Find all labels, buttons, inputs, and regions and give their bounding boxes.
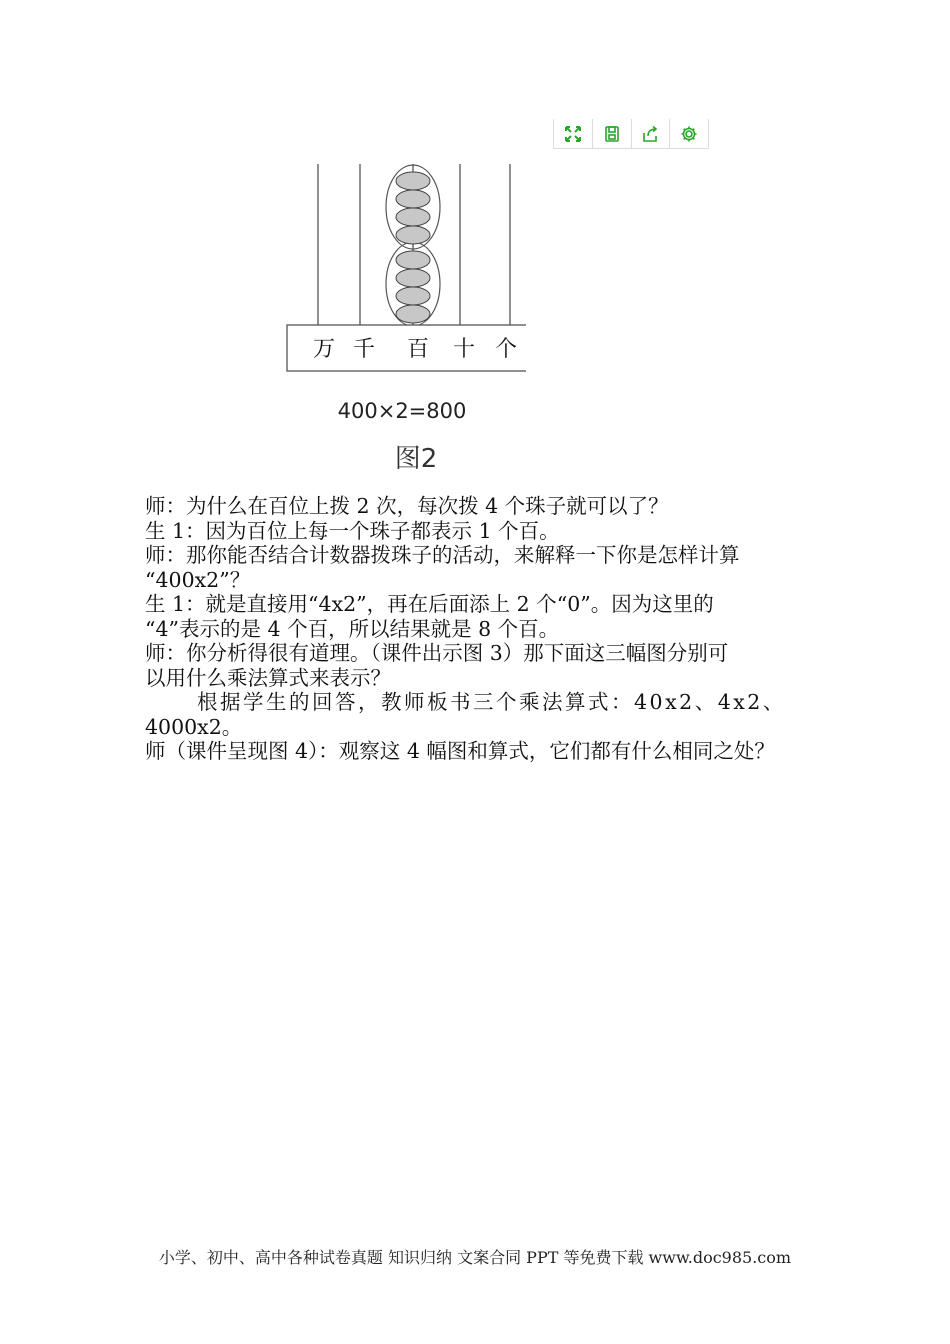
expand-button[interactable] xyxy=(554,119,593,148)
paragraph-line: “400x2”？ xyxy=(145,567,251,592)
paragraph-line: 生 1：因为百位上每一个珠子都表示 1 个百。 xyxy=(145,518,560,543)
paragraph-line: “4”表示的是 4 个百，所以结果就是 8 个百。 xyxy=(145,616,560,641)
bead xyxy=(396,172,430,190)
bead xyxy=(396,226,430,244)
settings-button[interactable] xyxy=(670,119,708,148)
bead xyxy=(396,269,430,287)
place-label-qian: 千 xyxy=(352,337,376,362)
paragraph-line: 师（课件呈现图 4）：观察这 4 幅图和算式，它们都有什么相同之处？ xyxy=(145,739,775,763)
lesson-text xyxy=(145,494,825,764)
paragraph-line: 生 1：就是直接用“4x2”，再在后面添上 2 个“0”。因为这里的 xyxy=(145,592,714,616)
counting-frame-figure xyxy=(286,150,526,480)
place-label-shi: 十 xyxy=(452,337,476,362)
share-button[interactable] xyxy=(632,119,671,148)
bead xyxy=(396,305,430,323)
page-footer: 小学、初中、高中各种试卷真题 知识归纳 文案合同 PPT 等免费下载 www.doc985.com xyxy=(158,1248,792,1267)
paragraph-line: 师：为什么在百位上拨 2 次，每次拨 4 个珠子就可以了？ xyxy=(145,494,669,518)
paragraph-line: 师：你分析得很有道理。（课件出示图 3）那下面这三幅图分别可 xyxy=(145,641,729,665)
bead xyxy=(396,190,430,208)
place-label-bai: 百 xyxy=(406,337,430,362)
bead xyxy=(396,208,430,226)
paragraph-line: 以用什么乘法算式来表示？ xyxy=(145,665,391,690)
save-icon xyxy=(603,125,621,143)
bead xyxy=(396,251,430,269)
share-icon xyxy=(641,125,659,143)
settings-icon xyxy=(680,125,698,143)
save-button[interactable] xyxy=(593,119,632,148)
figure-caption: 图2 xyxy=(394,444,438,474)
expand-icon xyxy=(564,125,582,143)
paragraph-line: 根据学生的回答，教师板书三个乘法算式：40x2、4x2、 xyxy=(197,690,786,714)
abacus-diagram xyxy=(286,150,526,480)
bead xyxy=(396,287,430,305)
image-toolbar xyxy=(553,119,709,149)
equation: 400×2=800 xyxy=(337,399,467,423)
paragraph-line: 师：那你能否结合计数器拨珠子的活动，来解释一下你是怎样计算 xyxy=(145,543,740,567)
place-label-wan: 万 xyxy=(312,337,336,362)
paragraph-line: 4000x2。 xyxy=(145,714,243,739)
place-label-ge: 个 xyxy=(494,337,518,362)
